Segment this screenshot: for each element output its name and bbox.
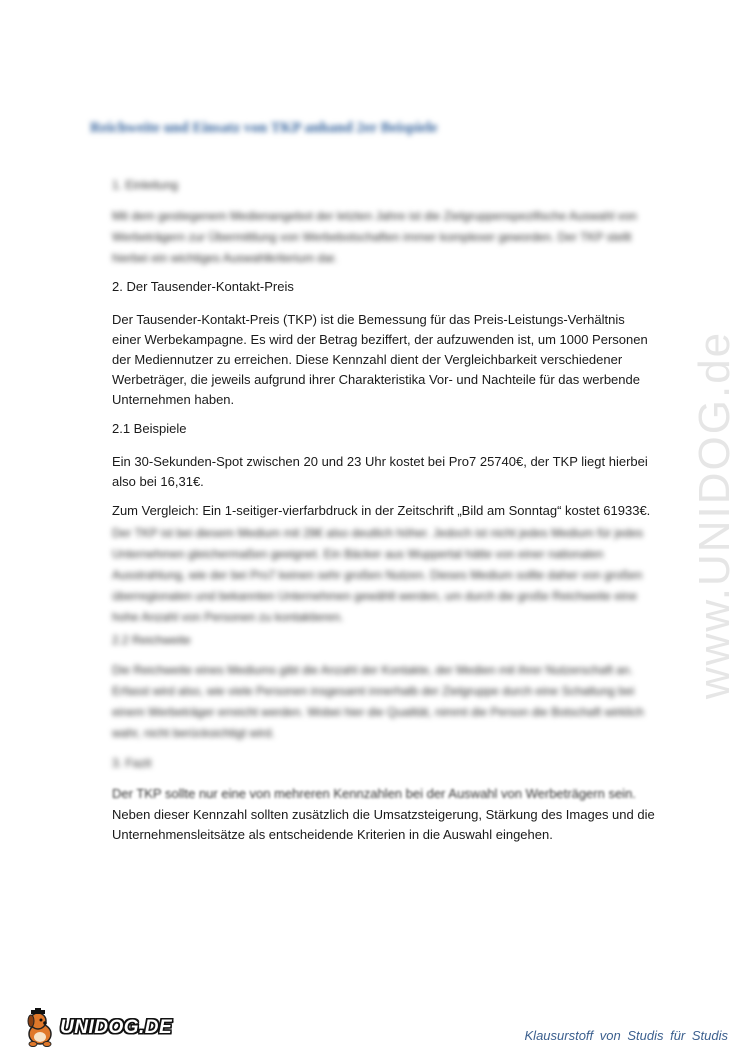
footer-tagline: Klausurstoff von Studis für Studis xyxy=(524,1028,728,1043)
paragraph-conclusion: Neben dieser Kennzahl sollten zusätzlich die Umsatzsteigerung, Stärkung des Images und die Unternehmensleitsätze als entscheidende Kriterien in die Auswahl eingehen. xyxy=(112,807,655,842)
document-title: Reichweite und Einsatz von TKP anhand 2er Beispiele xyxy=(90,120,438,136)
heading-conclusion: 3. Fazit xyxy=(112,756,152,770)
paragraph-example-blurred: Der TKP ist bei diesem Medium mit 28€ also deutlich höher. Jedoch ist nicht jedes Medium für jedes Unternehmen gleichermaßen geeignet. Ein Bäcker aus Wuppertal hätte von einer nationalen Ausstrahlung, wie der bei Pro7 keinen sehr großen Nutzen. Dieses Medium sollte daher von großen überregionalen und bekannten Unternehmen gewählt werden, um durch die große Reichweite eine hohe Anzahl von Personen zu kontaktieren. xyxy=(112,526,644,624)
paragraph-tkp: Der Tausender-Kontakt-Preis (TKP) ist die Bemessung für das Preis-Leistungs-Verhältnis einer Werbekampagne. Es wird der Betrag beziffert, der aufzuwenden ist, um 1000 Personen der Mediennutzer zu erreichen. Diese Kennzahl dient der Vergleichbarkeit verschiedener Werbeträger, die jeweils aufgrund ihrer Charakteristika Vor- und Nachteile für das werbende Unternehmen haben. xyxy=(112,312,648,407)
heading-reach: 2.2 Reichweite xyxy=(112,633,191,647)
heading-examples: 2.1 Beispiele xyxy=(112,421,187,436)
dog-mascot-icon xyxy=(22,1008,58,1048)
heading-tkp: 2. Der Tausender-Kontakt-Preis xyxy=(112,279,294,294)
paragraph-conclusion-first-line: Der TKP sollte nur eine von mehreren Kennzahlen bei der Auswahl von Werbeträgern sein. xyxy=(112,786,636,801)
paragraph-introduction: Mit dem gestiegenem Medienangebot der letzten Jahre ist die Zielgruppenspezifische Auswahl von Werbeträgern zur Übermittlung von Werbebotschaften immer komplexer geworden. Der TKP stellt hierbei ein wichtiges Auswahlkriterium dar. xyxy=(112,209,637,265)
watermark: www.UNIDOG.de xyxy=(690,330,740,700)
heading-introduction: 1. Einleitung xyxy=(112,178,179,192)
paragraph-example-bams: Zum Vergleich: Ein 1-seitiger-vierfarbdruck in der Zeitschrift „Bild am Sonntag“ kostet 61933€. xyxy=(112,503,651,518)
logo-text: UNIDOG.DE xyxy=(60,1017,173,1038)
unidog-logo xyxy=(22,1008,172,1048)
paragraph-reach: Die Reichweite eines Mediums gibt die Anzahl der Kontakte, der Medien mit ihrer Nutzerschaft an. Erfasst wird also, wie viele Personen insgesamt innerhalb der Zielgruppe durch eine Schaltung bei einem Werbeträger erreicht werden. Wobei hier die Qualität, nimmt die Person die Botschaft wirklich wahr, nicht berücksichtigt wird. xyxy=(112,663,644,740)
paragraph-example-pro7: Ein 30-Sekunden-Spot zwischen 20 und 23 Uhr kostet bei Pro7 25740€, der TKP liegt hierbei also bei 16,31€. xyxy=(112,454,648,489)
